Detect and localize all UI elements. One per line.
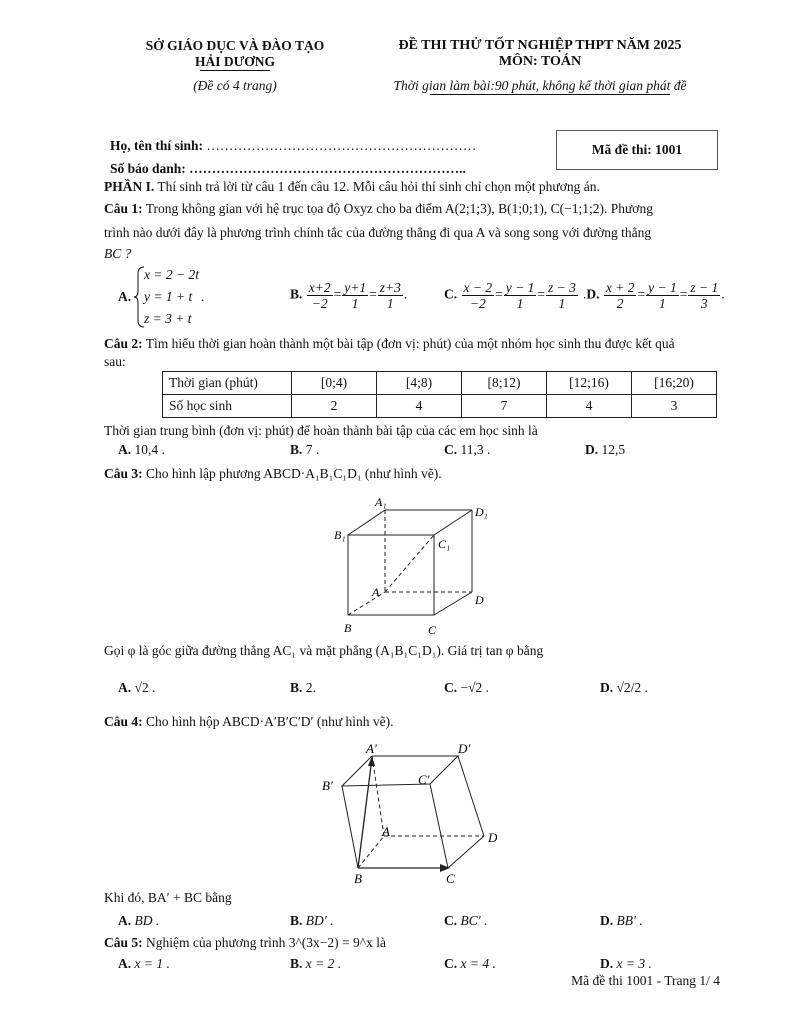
table-header-cell: [8;12) [462,372,547,395]
q1-option-b-label: B. [290,286,303,302]
frequency-table [162,371,717,418]
box-label-a-prime: A′ [366,741,377,756]
student-name-label: Họ, tên thí sinh: [110,138,204,153]
q3-line [104,466,442,482]
q3-question: Gọi φ là góc giữa đường thẳng AC₁ và mặt phẳng (A₁B₁C₁D₁). Giá trị tan φ bằng [104,643,544,658]
q1-option-d-label: D. [586,286,600,302]
table-cell: 4 [547,395,632,418]
dept-name: SỞ GIÁO DỤC VÀ ĐÀO TẠO [145,38,325,53]
time-note: Thời gian làm bài:90 phút, không kể thời gian phát đề [393,78,687,93]
box-label-b: B [354,871,362,886]
table-cell: 4 [377,395,462,418]
q1-sys-y: y = 1 + t [144,289,193,304]
q4-option-b: B. BD′ . [290,913,334,928]
box-label-b-prime: B′ [322,778,333,793]
q1-option-a-label: A. [118,289,132,304]
box-label-c: C [446,871,455,886]
q2-question: Thời gian trung bình (đơn vị: phút) để hoàn thành bài tập của các em học sinh là [104,423,538,438]
table-header-cell: [16;20) [632,372,717,395]
cube-label-d1: D₁ [475,505,488,519]
student-name-row [110,138,476,154]
q4-option-c: C. BC′ . [444,913,488,928]
q5-line [104,935,386,951]
box-label-d-prime: D′ [458,741,471,756]
province-name: HẢI DƯƠNG [194,54,276,69]
table-row [163,395,717,418]
q2-option-d: D. 12,5 [585,442,626,457]
q1-line1 [104,201,724,217]
q1-d-num-3: z − 1 [690,280,719,295]
q1-label: Câu 1: [104,201,143,216]
box-label-d: D [488,830,498,845]
q2-text-1: Tìm hiểu thời gian hoàn thành một bài tập (đơn vị: phút) của một nhóm học sinh thu được kết quả [145,336,675,351]
table-header-cell: [4;8) [377,372,462,395]
q1-b-den-3: 1 [386,296,394,311]
page-footer: Mã đề thi 1001 - Trang 1/ 4 [571,973,720,988]
student-id-row [110,161,466,177]
q1-line2: trình nào dưới đây là phương trình chính tắc của đường thẳng đi qua A và song song với đường thẳng [104,225,652,240]
q2-label: Câu 2: [104,336,143,351]
table-cell: 3 [632,395,717,418]
q1-c-den-1: −2 [469,296,486,311]
q3-option-a: A. √2 . [118,680,156,695]
q1-c-num-1: x − 2 [463,280,493,295]
table-cell: 7 [462,395,547,418]
q5-option-a: A. x = 1 . [118,956,170,971]
q1-d-num-1: x + 2 [605,280,635,295]
q4-text: Cho hình hộp ABCD·A′B′C′D′ (như hình vẽ). [146,714,394,729]
q5-label: Câu 5: [104,935,143,950]
cube-label-b1: B₁ [334,528,346,542]
page-count-note: (Đề có 4 trang) [193,78,277,93]
q1-b-num-2: y+1 [344,280,367,295]
part1-instruction [104,179,600,195]
q3-option-d: D. √2/2 . [600,680,648,695]
q5-text: Nghiệm của phương trình 3^(3x−2) = 9^x là [146,935,386,950]
student-id-label: Số báo danh: [110,161,186,176]
box-label-c-prime: C′ [418,772,430,787]
table-header-cell: Thời gian (phút) [163,372,292,395]
q1-option-c-label: C. [444,286,458,302]
cube-label-c1: C₁ [438,537,451,551]
q1-option-c: C. $\frac{x - 2}{-2}$ = $\frac{y - 1}{1}$ = $\frac{z - 3}{1}$ [444,280,576,311]
q1-b-num-3: z+3 [379,280,401,295]
q4-option-d: D. BB′ . [600,913,643,928]
cube-label-d: D [475,593,484,607]
q1-d-den-2: 1 [659,296,666,311]
q1-d-num-2: y − 1 [648,280,677,295]
student-name-dots: …………………………………………………… [206,138,477,153]
subject: MÔN: TOÁN [498,54,582,69]
q4-label: Câu 4: [104,714,143,729]
q1-d-den-1: 2 [616,296,624,311]
q1-sys-x: x = 2 − 2t [144,267,199,282]
box-figure [318,740,508,888]
exam-title: ĐỀ THI THỬ TỐT NGHIỆP THPT NĂM 2025 [398,38,682,53]
q1-b-den-2: 1 [351,296,359,311]
cube-label-a1: A₁ [375,495,387,509]
part1-text: Thí sinh trả lời từ câu 1 đến câu 12. Mỗi câu hỏi thí sinh chỉ chọn một phương án. [157,179,600,194]
header-rule-right [430,94,670,95]
q2-option-c: C. 11,3 . [444,442,491,457]
q1-c-num-2: y − 1 [505,280,535,295]
q5-option-b: B. x = 2 . [290,956,342,971]
student-id-dots: …………………………………………………….. [189,161,466,176]
q1-line3: BC ? [104,246,132,261]
q1-option-b: B. $\frac{x+2}{-2}$ = $\frac{y+1}{1}$ = $\frac{z+3}{1}$ . [290,280,408,311]
q3-option-b: B. 2. [290,680,316,695]
table-row-label: Số học sinh [163,395,292,418]
q1-sys-z: z = 3 + t [144,311,192,326]
q1-text-1: Trong không gian với hệ trục tọa độ Oxyz cho ba điểm A(2;1;3), B(1;0;1), C(−1;1;2). Phương [145,201,653,216]
header-rule [200,70,270,71]
table-header-cell: [12;16) [547,372,632,395]
cube-label-b: B [344,621,352,635]
exam-code-box: Mã đề thi: 1001 [556,130,718,170]
cube-figure [320,492,500,642]
table-header-cell: [0;4) [292,372,377,395]
q3-option-c: C. −√2 . [444,680,490,695]
cube-label-a: A [372,585,380,599]
table-cell: 2 [292,395,377,418]
q4-option-a: A. BD . [118,913,160,928]
q1-c-den-3: 1 [558,296,566,311]
q5-option-d: D. x = 3 . [600,956,652,971]
q2-option-a: A. 10,4 . [118,442,165,457]
q1-b-num-1: x+2 [308,280,331,295]
q1-d-den-3: 3 [700,296,708,311]
q2-option-b: B. 7 . [290,442,320,457]
q4-question: Khi đó, BA′ + BC bằng [104,890,232,905]
box-label-a: A [382,824,390,839]
q1-c-den-2: 1 [516,296,524,311]
q2-line1 [104,336,724,352]
q1-b-den-1: −2 [311,296,328,311]
q4-line [104,714,394,730]
q1-option-d: .D. $\frac{x + 2}{2}$ = $\frac{y - 1}{1}$ = $\frac{z - 1}{3}$ . [583,280,725,311]
q3-text: Cho hình lập phương ABCD·A₁B₁C₁D₁ (như hình vẽ). [146,466,442,481]
part1-label: PHẦN I. [104,179,155,194]
cube-label-c: C [428,623,437,637]
q3-label: Câu 3: [104,466,143,481]
q2-line2: sau: [104,354,126,369]
q1-c-num-3: z − 3 [547,280,576,295]
q5-option-c: C. x = 4 . [444,956,496,971]
table-row [163,372,717,395]
